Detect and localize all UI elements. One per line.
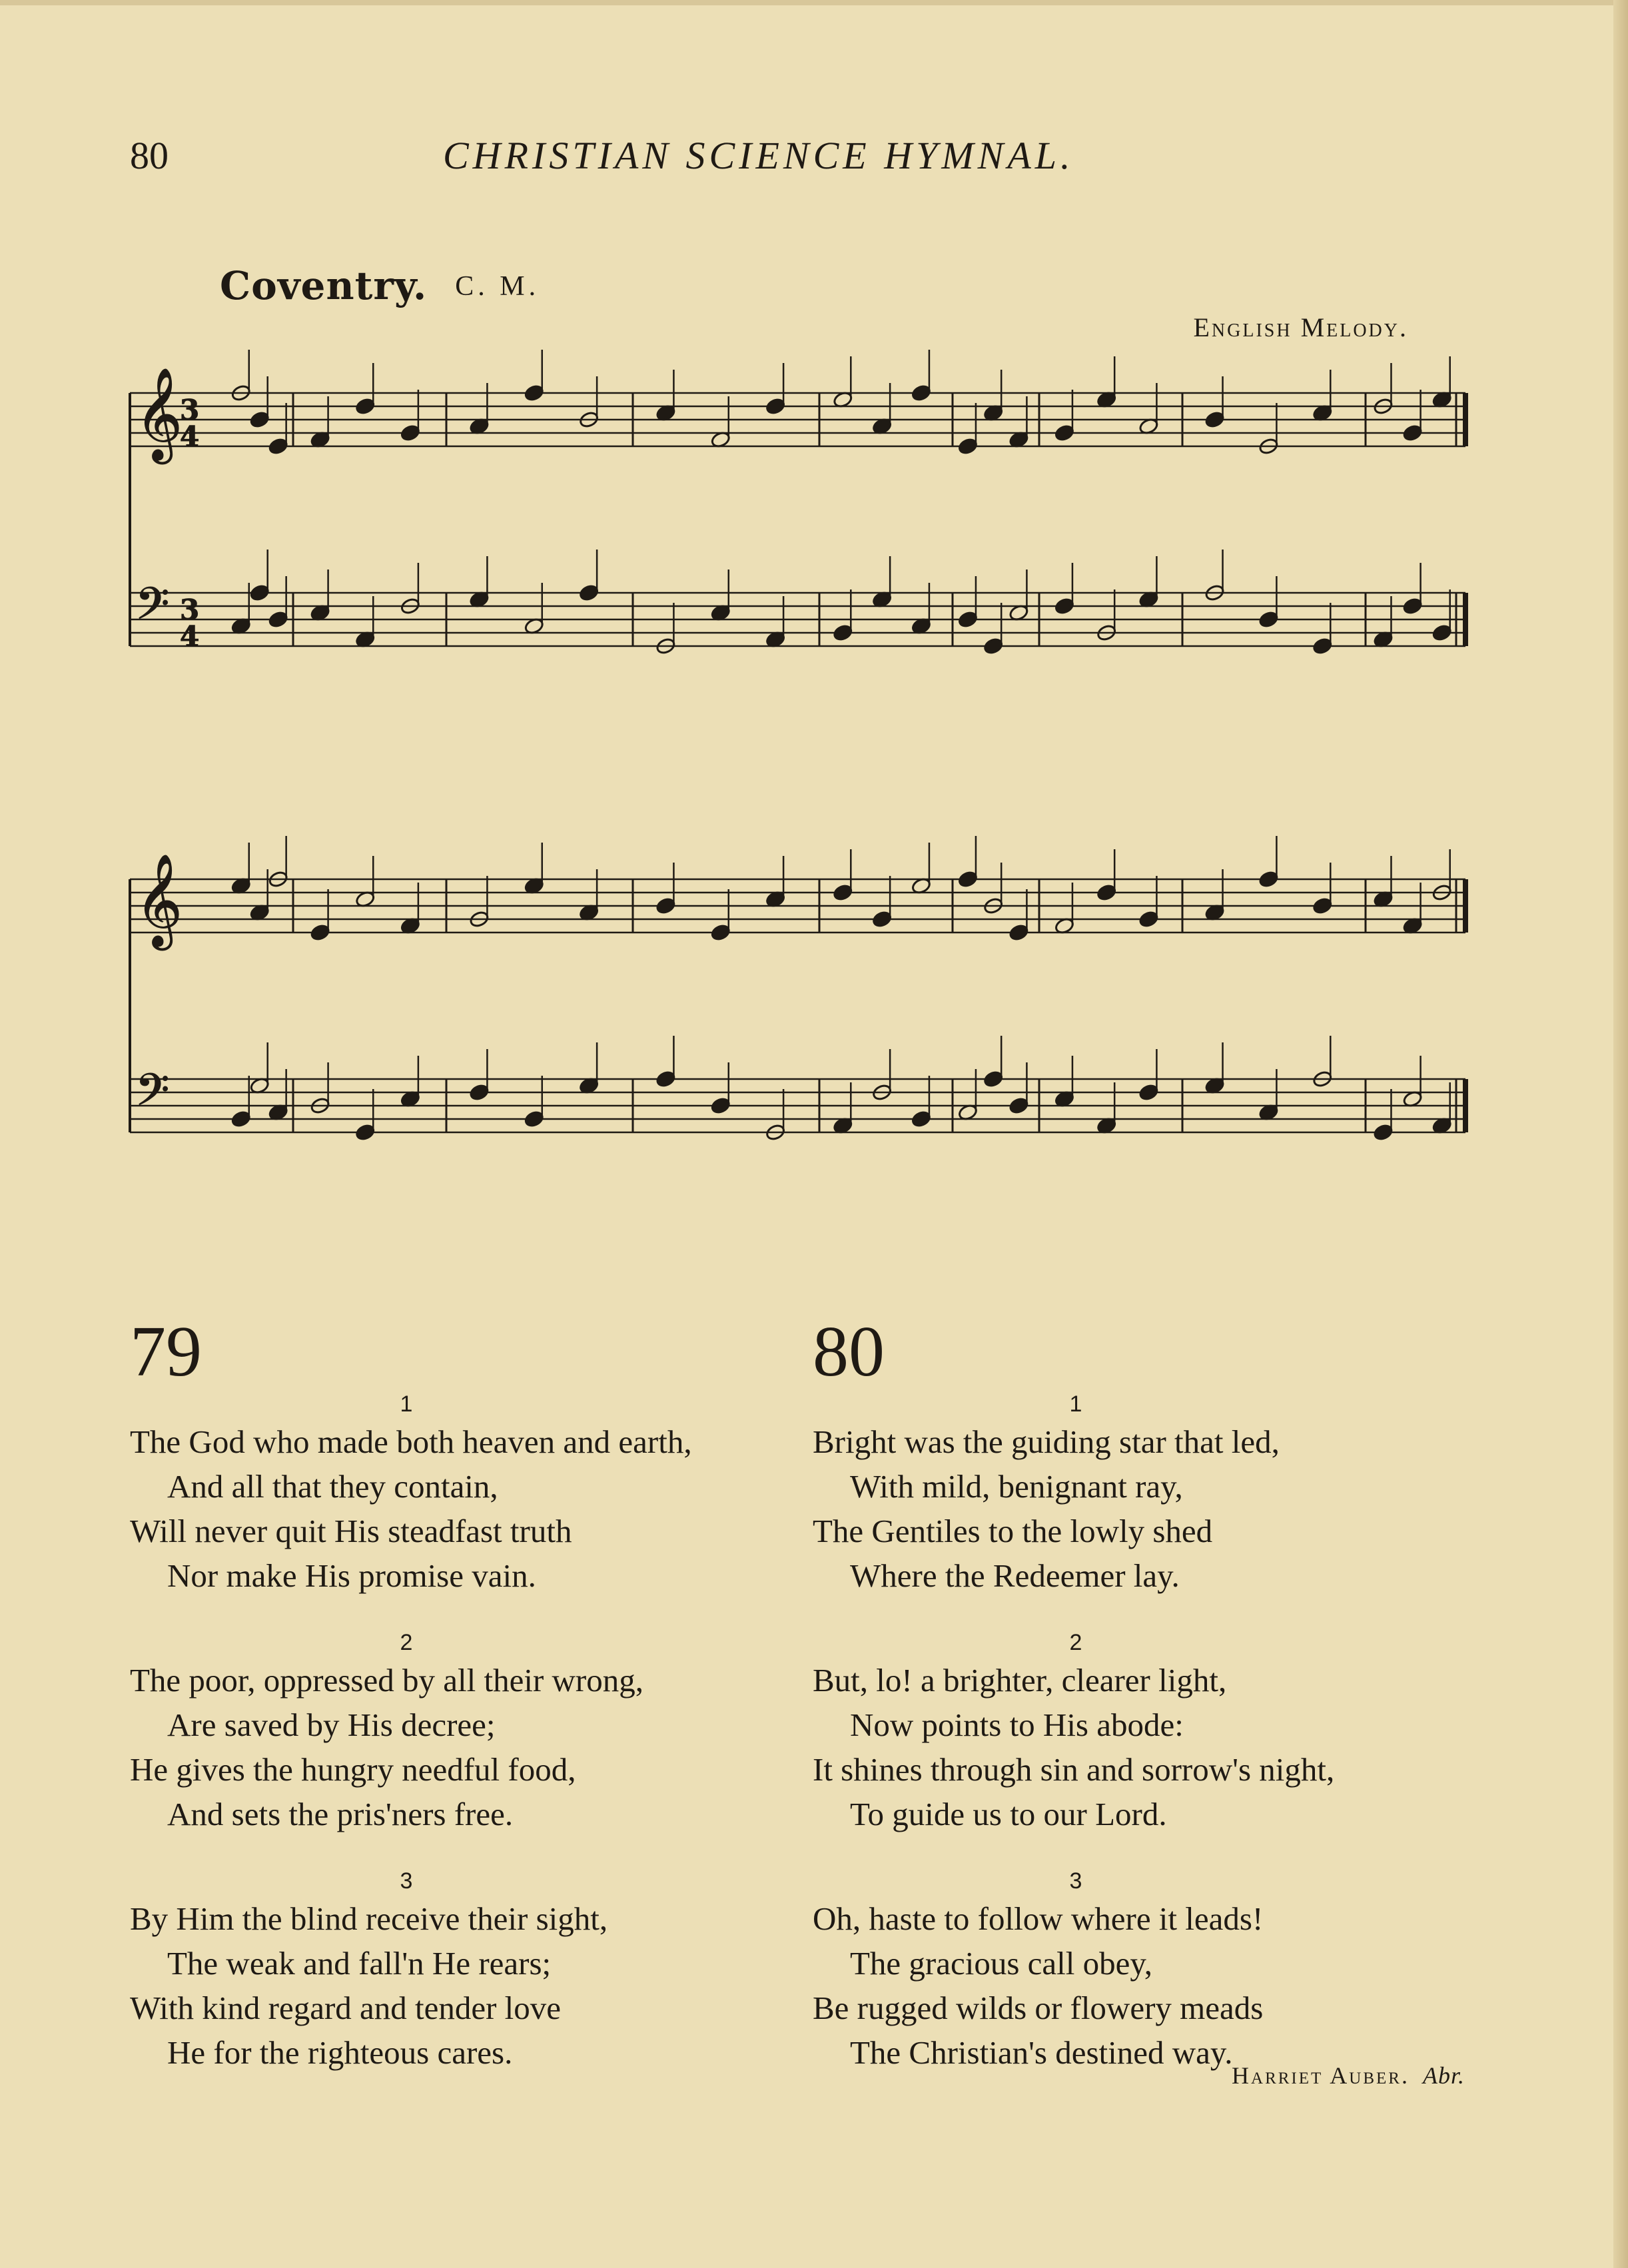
- treble-clef-icon: 𝄞: [135, 368, 183, 460]
- stanza: [813, 1627, 1479, 1836]
- stanza: [813, 1389, 1479, 1598]
- verse-line: Are saved by His decree;: [167, 1706, 496, 1743]
- verse-line: With kind regard and tender love: [130, 1990, 562, 2026]
- tune-meter: C. M.: [455, 271, 540, 302]
- verse-line: The Gentiles to the lowly shed: [813, 1513, 1213, 1549]
- verse-line: It shines through sin and sorrow's night,: [813, 1751, 1335, 1788]
- verse-line: The gracious call obey,: [850, 1945, 1152, 1982]
- verse-line: Will never quit His steadfast truth: [130, 1513, 572, 1549]
- page-number: 80: [130, 134, 169, 177]
- stanza-number: 2: [1069, 1630, 1082, 1655]
- time-signature-top: 3: [180, 394, 200, 426]
- verse-line: Be rugged wilds or flowery meads: [813, 1990, 1264, 2026]
- verse-line: Now points to His abode:: [850, 1706, 1184, 1743]
- hymn-79: [130, 1312, 796, 2075]
- bass-clef-icon: 𝄢: [135, 1064, 170, 1126]
- stanza-number: 3: [1069, 1868, 1082, 1894]
- tune-name: Coventry.: [220, 263, 428, 308]
- verse-line: By Him the blind receive their sight,: [130, 1900, 608, 1937]
- stanza-number: 2: [400, 1630, 413, 1655]
- hymn-number: 80: [813, 1312, 885, 1391]
- verse-line: He gives the hungry needful food,: [130, 1751, 576, 1788]
- stanza-number: 1: [1069, 1391, 1082, 1417]
- bass-clef-icon: 𝄢: [135, 578, 170, 640]
- verse-line: But, lo! a brighter, clearer light,: [813, 1662, 1227, 1699]
- attribution: [1232, 2062, 1465, 2089]
- running-title: CHRISTIAN SCIENCE HYMNAL.: [443, 134, 1074, 177]
- verse-line: To guide us to our Lord.: [850, 1796, 1167, 1832]
- stanza: [813, 1866, 1479, 2075]
- verse-line: Where the Redeemer lay.: [850, 1557, 1180, 1594]
- tune-composer: English Melody.: [1193, 312, 1408, 342]
- stanza: [130, 1866, 796, 2075]
- verse-line: The weak and fall'n He rears;: [167, 1945, 552, 1982]
- verse-line: Oh, haste to follow where it leads!: [813, 1900, 1264, 1937]
- time-signature-bottom: 4: [180, 620, 200, 653]
- stanza-number: 1: [400, 1391, 413, 1417]
- verse-line: And all that they contain,: [167, 1468, 498, 1505]
- time-signature-top: 3: [180, 593, 200, 626]
- author-name: Harriet Auber.: [1232, 2062, 1410, 2089]
- stanza-number: 3: [400, 1868, 413, 1894]
- verse-line: With mild, benignant ray,: [850, 1468, 1183, 1505]
- abridged-note: Abr.: [1422, 2062, 1465, 2089]
- time-signature-bottom: 4: [180, 420, 200, 453]
- stanza: [130, 1389, 796, 1598]
- verse-line: And sets the pris'ners free.: [167, 1796, 514, 1832]
- verse-line: The God who made both heaven and earth,: [130, 1423, 692, 1460]
- hymn-number: 79: [130, 1312, 202, 1391]
- score-staves: [130, 350, 1465, 1142]
- verse-line: He for the righteous cares.: [167, 2034, 513, 2071]
- hymn-80: [813, 1312, 1479, 2075]
- treble-clef-icon: 𝄞: [135, 854, 183, 946]
- verse-line: The poor, oppressed by all their wrong,: [130, 1662, 643, 1699]
- verse-line: The Christian's destined way.: [850, 2034, 1233, 2071]
- verse-line: Bright was the guiding star that led,: [813, 1423, 1280, 1460]
- stanza: [130, 1627, 796, 1836]
- verse-line: Nor make His promise vain.: [167, 1557, 536, 1594]
